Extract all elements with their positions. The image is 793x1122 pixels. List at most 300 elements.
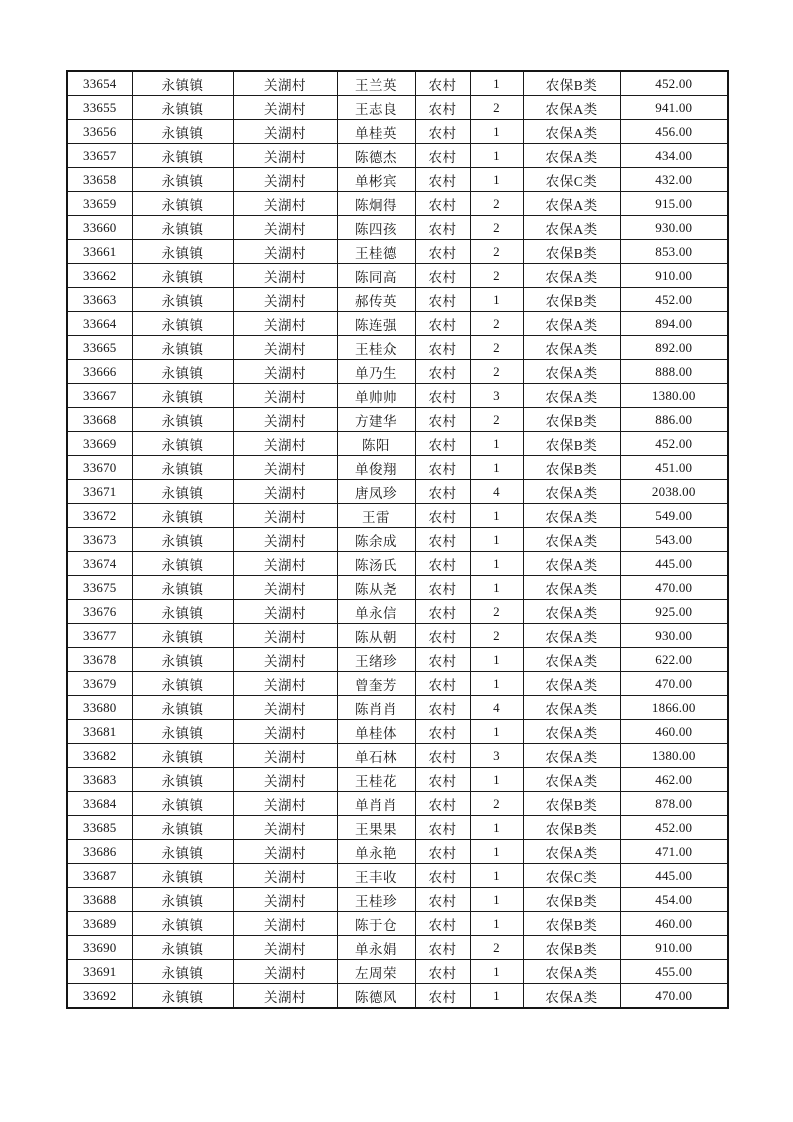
cell-name: 陈于仓 — [337, 912, 415, 936]
cell-village: 关湖村 — [233, 264, 337, 288]
cell-serial-number: 33674 — [67, 552, 132, 576]
cell-village: 关湖村 — [233, 912, 337, 936]
cell-insurance-category: 农保B类 — [523, 456, 620, 480]
cell-village: 关湖村 — [233, 168, 337, 192]
cell-insurance-category: 农保B类 — [523, 71, 620, 96]
cell-village: 关湖村 — [233, 648, 337, 672]
cell-town: 永镇镇 — [132, 480, 233, 504]
cell-insurance-category: 农保A类 — [523, 984, 620, 1009]
cell-name: 王桂珍 — [337, 888, 415, 912]
cell-residence-type: 农村 — [415, 432, 470, 456]
cell-name: 陈余成 — [337, 528, 415, 552]
cell-residence-type: 农村 — [415, 792, 470, 816]
table-row — [67, 792, 728, 816]
table-row — [67, 264, 728, 288]
cell-residence-type: 农村 — [415, 456, 470, 480]
table-row — [67, 528, 728, 552]
cell-residence-type: 农村 — [415, 192, 470, 216]
cell-name: 陈连强 — [337, 312, 415, 336]
payment-roster-table — [66, 70, 729, 1009]
cell-person-count: 1 — [470, 432, 523, 456]
cell-name: 王绪珍 — [337, 648, 415, 672]
cell-village: 关湖村 — [233, 360, 337, 384]
cell-serial-number: 33675 — [67, 576, 132, 600]
cell-amount: 886.00 — [620, 408, 728, 432]
cell-amount: 915.00 — [620, 192, 728, 216]
cell-name: 郝传英 — [337, 288, 415, 312]
cell-person-count: 2 — [470, 216, 523, 240]
cell-village: 关湖村 — [233, 816, 337, 840]
cell-insurance-category: 农保A类 — [523, 600, 620, 624]
table-row — [67, 768, 728, 792]
cell-insurance-category: 农保B类 — [523, 408, 620, 432]
cell-serial-number: 33660 — [67, 216, 132, 240]
cell-residence-type: 农村 — [415, 288, 470, 312]
cell-town: 永镇镇 — [132, 240, 233, 264]
table-row — [67, 984, 728, 1009]
cell-residence-type: 农村 — [415, 624, 470, 648]
cell-town: 永镇镇 — [132, 912, 233, 936]
cell-name: 单石林 — [337, 744, 415, 768]
cell-residence-type: 农村 — [415, 960, 470, 984]
cell-village: 关湖村 — [233, 528, 337, 552]
table-row — [67, 216, 728, 240]
cell-village: 关湖村 — [233, 744, 337, 768]
cell-person-count: 1 — [470, 984, 523, 1009]
cell-serial-number: 33678 — [67, 648, 132, 672]
cell-residence-type: 农村 — [415, 888, 470, 912]
cell-serial-number: 33658 — [67, 168, 132, 192]
cell-town: 永镇镇 — [132, 408, 233, 432]
table-body — [67, 71, 728, 1008]
cell-serial-number: 33680 — [67, 696, 132, 720]
table-row — [67, 504, 728, 528]
cell-amount: 462.00 — [620, 768, 728, 792]
cell-person-count: 1 — [470, 144, 523, 168]
cell-village: 关湖村 — [233, 960, 337, 984]
cell-amount: 853.00 — [620, 240, 728, 264]
table-row — [67, 960, 728, 984]
cell-insurance-category: 农保A类 — [523, 336, 620, 360]
cell-amount: 452.00 — [620, 432, 728, 456]
table-row — [67, 864, 728, 888]
table-row — [67, 648, 728, 672]
cell-serial-number: 33670 — [67, 456, 132, 480]
cell-serial-number: 33665 — [67, 336, 132, 360]
cell-village: 关湖村 — [233, 408, 337, 432]
cell-name: 陈肖肖 — [337, 696, 415, 720]
table-row — [67, 816, 728, 840]
cell-insurance-category: 农保A类 — [523, 384, 620, 408]
cell-insurance-category: 农保A类 — [523, 768, 620, 792]
cell-serial-number: 33676 — [67, 600, 132, 624]
cell-serial-number: 33659 — [67, 192, 132, 216]
cell-town: 永镇镇 — [132, 768, 233, 792]
cell-serial-number: 33663 — [67, 288, 132, 312]
cell-town: 永镇镇 — [132, 264, 233, 288]
cell-amount: 456.00 — [620, 120, 728, 144]
cell-insurance-category: 农保B类 — [523, 432, 620, 456]
cell-serial-number: 33667 — [67, 384, 132, 408]
cell-amount: 452.00 — [620, 71, 728, 96]
cell-person-count: 1 — [470, 168, 523, 192]
table-row — [67, 312, 728, 336]
cell-residence-type: 农村 — [415, 840, 470, 864]
cell-person-count: 1 — [470, 120, 523, 144]
cell-serial-number: 33662 — [67, 264, 132, 288]
cell-town: 永镇镇 — [132, 528, 233, 552]
cell-town: 永镇镇 — [132, 432, 233, 456]
cell-village: 关湖村 — [233, 216, 337, 240]
cell-name: 陈四孩 — [337, 216, 415, 240]
cell-residence-type: 农村 — [415, 144, 470, 168]
cell-amount: 470.00 — [620, 576, 728, 600]
table-row — [67, 360, 728, 384]
table-row — [67, 168, 728, 192]
cell-name: 陈汤氏 — [337, 552, 415, 576]
cell-insurance-category: 农保B类 — [523, 240, 620, 264]
cell-village: 关湖村 — [233, 552, 337, 576]
cell-village: 关湖村 — [233, 504, 337, 528]
table-row — [67, 192, 728, 216]
cell-person-count: 1 — [470, 816, 523, 840]
cell-village: 关湖村 — [233, 240, 337, 264]
cell-name: 单乃生 — [337, 360, 415, 384]
cell-residence-type: 农村 — [415, 648, 470, 672]
cell-insurance-category: 农保A类 — [523, 144, 620, 168]
cell-village: 关湖村 — [233, 456, 337, 480]
cell-person-count: 1 — [470, 576, 523, 600]
cell-person-count: 2 — [470, 408, 523, 432]
cell-serial-number: 33655 — [67, 96, 132, 120]
cell-name: 唐凤珍 — [337, 480, 415, 504]
cell-name: 王志良 — [337, 96, 415, 120]
cell-village: 关湖村 — [233, 936, 337, 960]
cell-insurance-category: 农保A类 — [523, 216, 620, 240]
cell-village: 关湖村 — [233, 288, 337, 312]
cell-residence-type: 农村 — [415, 168, 470, 192]
cell-insurance-category: 农保A类 — [523, 528, 620, 552]
cell-amount: 892.00 — [620, 336, 728, 360]
table-row — [67, 576, 728, 600]
cell-name: 曾奎芳 — [337, 672, 415, 696]
cell-village: 关湖村 — [233, 96, 337, 120]
cell-person-count: 1 — [470, 840, 523, 864]
cell-amount: 452.00 — [620, 816, 728, 840]
cell-name: 单俊翔 — [337, 456, 415, 480]
cell-serial-number: 33690 — [67, 936, 132, 960]
cell-insurance-category: 农保B类 — [523, 936, 620, 960]
cell-insurance-category: 农保A类 — [523, 960, 620, 984]
cell-town: 永镇镇 — [132, 144, 233, 168]
cell-serial-number: 33684 — [67, 792, 132, 816]
cell-residence-type: 农村 — [415, 600, 470, 624]
table-row — [67, 696, 728, 720]
cell-name: 单桂体 — [337, 720, 415, 744]
cell-name: 陈德风 — [337, 984, 415, 1009]
cell-serial-number: 33673 — [67, 528, 132, 552]
table-row — [67, 480, 728, 504]
cell-serial-number: 33656 — [67, 120, 132, 144]
cell-amount: 452.00 — [620, 288, 728, 312]
table-row — [67, 456, 728, 480]
cell-residence-type: 农村 — [415, 528, 470, 552]
cell-amount: 888.00 — [620, 360, 728, 384]
table-row — [67, 744, 728, 768]
cell-amount: 460.00 — [620, 720, 728, 744]
table-row — [67, 96, 728, 120]
cell-insurance-category: 农保A类 — [523, 120, 620, 144]
cell-village: 关湖村 — [233, 624, 337, 648]
cell-insurance-category: 农保A类 — [523, 360, 620, 384]
cell-serial-number: 33664 — [67, 312, 132, 336]
cell-village: 关湖村 — [233, 144, 337, 168]
cell-insurance-category: 农保A类 — [523, 504, 620, 528]
cell-person-count: 2 — [470, 312, 523, 336]
cell-town: 永镇镇 — [132, 720, 233, 744]
cell-person-count: 1 — [470, 552, 523, 576]
cell-residence-type: 农村 — [415, 71, 470, 96]
cell-serial-number: 33689 — [67, 912, 132, 936]
cell-name: 王桂德 — [337, 240, 415, 264]
cell-name: 陈阳 — [337, 432, 415, 456]
cell-amount: 543.00 — [620, 528, 728, 552]
cell-serial-number: 33666 — [67, 360, 132, 384]
cell-residence-type: 农村 — [415, 216, 470, 240]
cell-name: 单永艳 — [337, 840, 415, 864]
cell-residence-type: 农村 — [415, 696, 470, 720]
cell-person-count: 4 — [470, 696, 523, 720]
cell-town: 永镇镇 — [132, 840, 233, 864]
cell-person-count: 1 — [470, 528, 523, 552]
table-row — [67, 71, 728, 96]
cell-amount: 930.00 — [620, 216, 728, 240]
cell-town: 永镇镇 — [132, 96, 233, 120]
table-row — [67, 336, 728, 360]
cell-name: 陈炯得 — [337, 192, 415, 216]
cell-name: 陈同高 — [337, 264, 415, 288]
table-row — [67, 288, 728, 312]
cell-amount: 2038.00 — [620, 480, 728, 504]
cell-name: 陈从尧 — [337, 576, 415, 600]
cell-residence-type: 农村 — [415, 240, 470, 264]
cell-name: 单桂英 — [337, 120, 415, 144]
table-row — [67, 240, 728, 264]
cell-amount: 445.00 — [620, 552, 728, 576]
table-row — [67, 840, 728, 864]
cell-person-count: 1 — [470, 672, 523, 696]
cell-amount: 925.00 — [620, 600, 728, 624]
cell-amount: 910.00 — [620, 264, 728, 288]
cell-town: 永镇镇 — [132, 984, 233, 1009]
cell-amount: 432.00 — [620, 168, 728, 192]
cell-person-count: 3 — [470, 384, 523, 408]
cell-town: 永镇镇 — [132, 336, 233, 360]
cell-person-count: 2 — [470, 264, 523, 288]
cell-town: 永镇镇 — [132, 888, 233, 912]
cell-person-count: 3 — [470, 744, 523, 768]
cell-person-count: 2 — [470, 336, 523, 360]
cell-insurance-category: 农保A类 — [523, 624, 620, 648]
cell-insurance-category: 农保A类 — [523, 696, 620, 720]
cell-town: 永镇镇 — [132, 360, 233, 384]
cell-town: 永镇镇 — [132, 600, 233, 624]
cell-insurance-category: 农保A类 — [523, 192, 620, 216]
cell-insurance-category: 农保A类 — [523, 648, 620, 672]
cell-village: 关湖村 — [233, 120, 337, 144]
cell-person-count: 1 — [470, 912, 523, 936]
cell-name: 陈德杰 — [337, 144, 415, 168]
cell-residence-type: 农村 — [415, 720, 470, 744]
cell-village: 关湖村 — [233, 312, 337, 336]
cell-residence-type: 农村 — [415, 360, 470, 384]
cell-village: 关湖村 — [233, 768, 337, 792]
cell-amount: 622.00 — [620, 648, 728, 672]
cell-town: 永镇镇 — [132, 168, 233, 192]
cell-name: 单永娟 — [337, 936, 415, 960]
cell-serial-number: 33672 — [67, 504, 132, 528]
cell-residence-type: 农村 — [415, 336, 470, 360]
cell-town: 永镇镇 — [132, 816, 233, 840]
table-row — [67, 672, 728, 696]
cell-insurance-category: 农保A类 — [523, 480, 620, 504]
cell-amount: 460.00 — [620, 912, 728, 936]
cell-amount: 549.00 — [620, 504, 728, 528]
cell-insurance-category: 农保B类 — [523, 288, 620, 312]
cell-person-count: 2 — [470, 96, 523, 120]
cell-village: 关湖村 — [233, 576, 337, 600]
cell-town: 永镇镇 — [132, 504, 233, 528]
cell-village: 关湖村 — [233, 792, 337, 816]
cell-residence-type: 农村 — [415, 672, 470, 696]
cell-residence-type: 农村 — [415, 912, 470, 936]
cell-amount: 434.00 — [620, 144, 728, 168]
cell-village: 关湖村 — [233, 888, 337, 912]
cell-name: 王果果 — [337, 816, 415, 840]
cell-serial-number: 33687 — [67, 864, 132, 888]
table-row — [67, 120, 728, 144]
cell-residence-type: 农村 — [415, 744, 470, 768]
cell-serial-number: 33654 — [67, 71, 132, 96]
cell-serial-number: 33682 — [67, 744, 132, 768]
cell-amount: 470.00 — [620, 672, 728, 696]
cell-residence-type: 农村 — [415, 984, 470, 1009]
cell-name: 左周荣 — [337, 960, 415, 984]
cell-serial-number: 33685 — [67, 816, 132, 840]
cell-town: 永镇镇 — [132, 288, 233, 312]
cell-village: 关湖村 — [233, 864, 337, 888]
cell-town: 永镇镇 — [132, 384, 233, 408]
cell-person-count: 1 — [470, 648, 523, 672]
cell-person-count: 1 — [470, 456, 523, 480]
cell-village: 关湖村 — [233, 192, 337, 216]
cell-serial-number: 33677 — [67, 624, 132, 648]
cell-insurance-category: 农保A类 — [523, 576, 620, 600]
cell-serial-number: 33679 — [67, 672, 132, 696]
cell-amount: 941.00 — [620, 96, 728, 120]
cell-residence-type: 农村 — [415, 384, 470, 408]
table-row — [67, 552, 728, 576]
cell-serial-number: 33688 — [67, 888, 132, 912]
cell-town: 永镇镇 — [132, 936, 233, 960]
cell-town: 永镇镇 — [132, 648, 233, 672]
cell-residence-type: 农村 — [415, 480, 470, 504]
cell-village: 关湖村 — [233, 71, 337, 96]
cell-serial-number: 33669 — [67, 432, 132, 456]
cell-town: 永镇镇 — [132, 744, 233, 768]
cell-town: 永镇镇 — [132, 120, 233, 144]
cell-person-count: 1 — [470, 504, 523, 528]
cell-person-count: 1 — [470, 288, 523, 312]
cell-name: 陈从朝 — [337, 624, 415, 648]
table-row — [67, 144, 728, 168]
cell-name: 王桂众 — [337, 336, 415, 360]
cell-village: 关湖村 — [233, 696, 337, 720]
cell-person-count: 2 — [470, 600, 523, 624]
cell-town: 永镇镇 — [132, 216, 233, 240]
cell-town: 永镇镇 — [132, 696, 233, 720]
cell-amount: 451.00 — [620, 456, 728, 480]
cell-residence-type: 农村 — [415, 96, 470, 120]
cell-amount: 930.00 — [620, 624, 728, 648]
cell-person-count: 2 — [470, 360, 523, 384]
cell-name: 单肖肖 — [337, 792, 415, 816]
cell-village: 关湖村 — [233, 480, 337, 504]
cell-person-count: 2 — [470, 936, 523, 960]
cell-insurance-category: 农保A类 — [523, 840, 620, 864]
cell-insurance-category: 农保A类 — [523, 312, 620, 336]
cell-amount: 1380.00 — [620, 744, 728, 768]
cell-residence-type: 农村 — [415, 864, 470, 888]
cell-name: 王桂花 — [337, 768, 415, 792]
cell-town: 永镇镇 — [132, 864, 233, 888]
cell-person-count: 2 — [470, 624, 523, 648]
cell-serial-number: 33692 — [67, 984, 132, 1009]
cell-person-count: 1 — [470, 864, 523, 888]
cell-town: 永镇镇 — [132, 792, 233, 816]
cell-name: 王兰英 — [337, 71, 415, 96]
cell-residence-type: 农村 — [415, 816, 470, 840]
cell-person-count: 1 — [470, 768, 523, 792]
cell-amount: 878.00 — [620, 792, 728, 816]
cell-town: 永镇镇 — [132, 192, 233, 216]
cell-name: 王雷 — [337, 504, 415, 528]
cell-person-count: 1 — [470, 960, 523, 984]
cell-person-count: 4 — [470, 480, 523, 504]
cell-amount: 455.00 — [620, 960, 728, 984]
cell-residence-type: 农村 — [415, 312, 470, 336]
cell-insurance-category: 农保A类 — [523, 672, 620, 696]
cell-amount: 1380.00 — [620, 384, 728, 408]
table-row — [67, 624, 728, 648]
cell-town: 永镇镇 — [132, 552, 233, 576]
cell-person-count: 1 — [470, 888, 523, 912]
table-row — [67, 720, 728, 744]
cell-amount: 445.00 — [620, 864, 728, 888]
cell-town: 永镇镇 — [132, 312, 233, 336]
cell-insurance-category: 农保B类 — [523, 888, 620, 912]
cell-insurance-category: 农保A类 — [523, 264, 620, 288]
cell-village: 关湖村 — [233, 432, 337, 456]
cell-person-count: 1 — [470, 71, 523, 96]
cell-village: 关湖村 — [233, 672, 337, 696]
cell-village: 关湖村 — [233, 720, 337, 744]
cell-name: 王丰收 — [337, 864, 415, 888]
table-row — [67, 912, 728, 936]
cell-village: 关湖村 — [233, 984, 337, 1009]
cell-name: 单永信 — [337, 600, 415, 624]
cell-serial-number: 33657 — [67, 144, 132, 168]
